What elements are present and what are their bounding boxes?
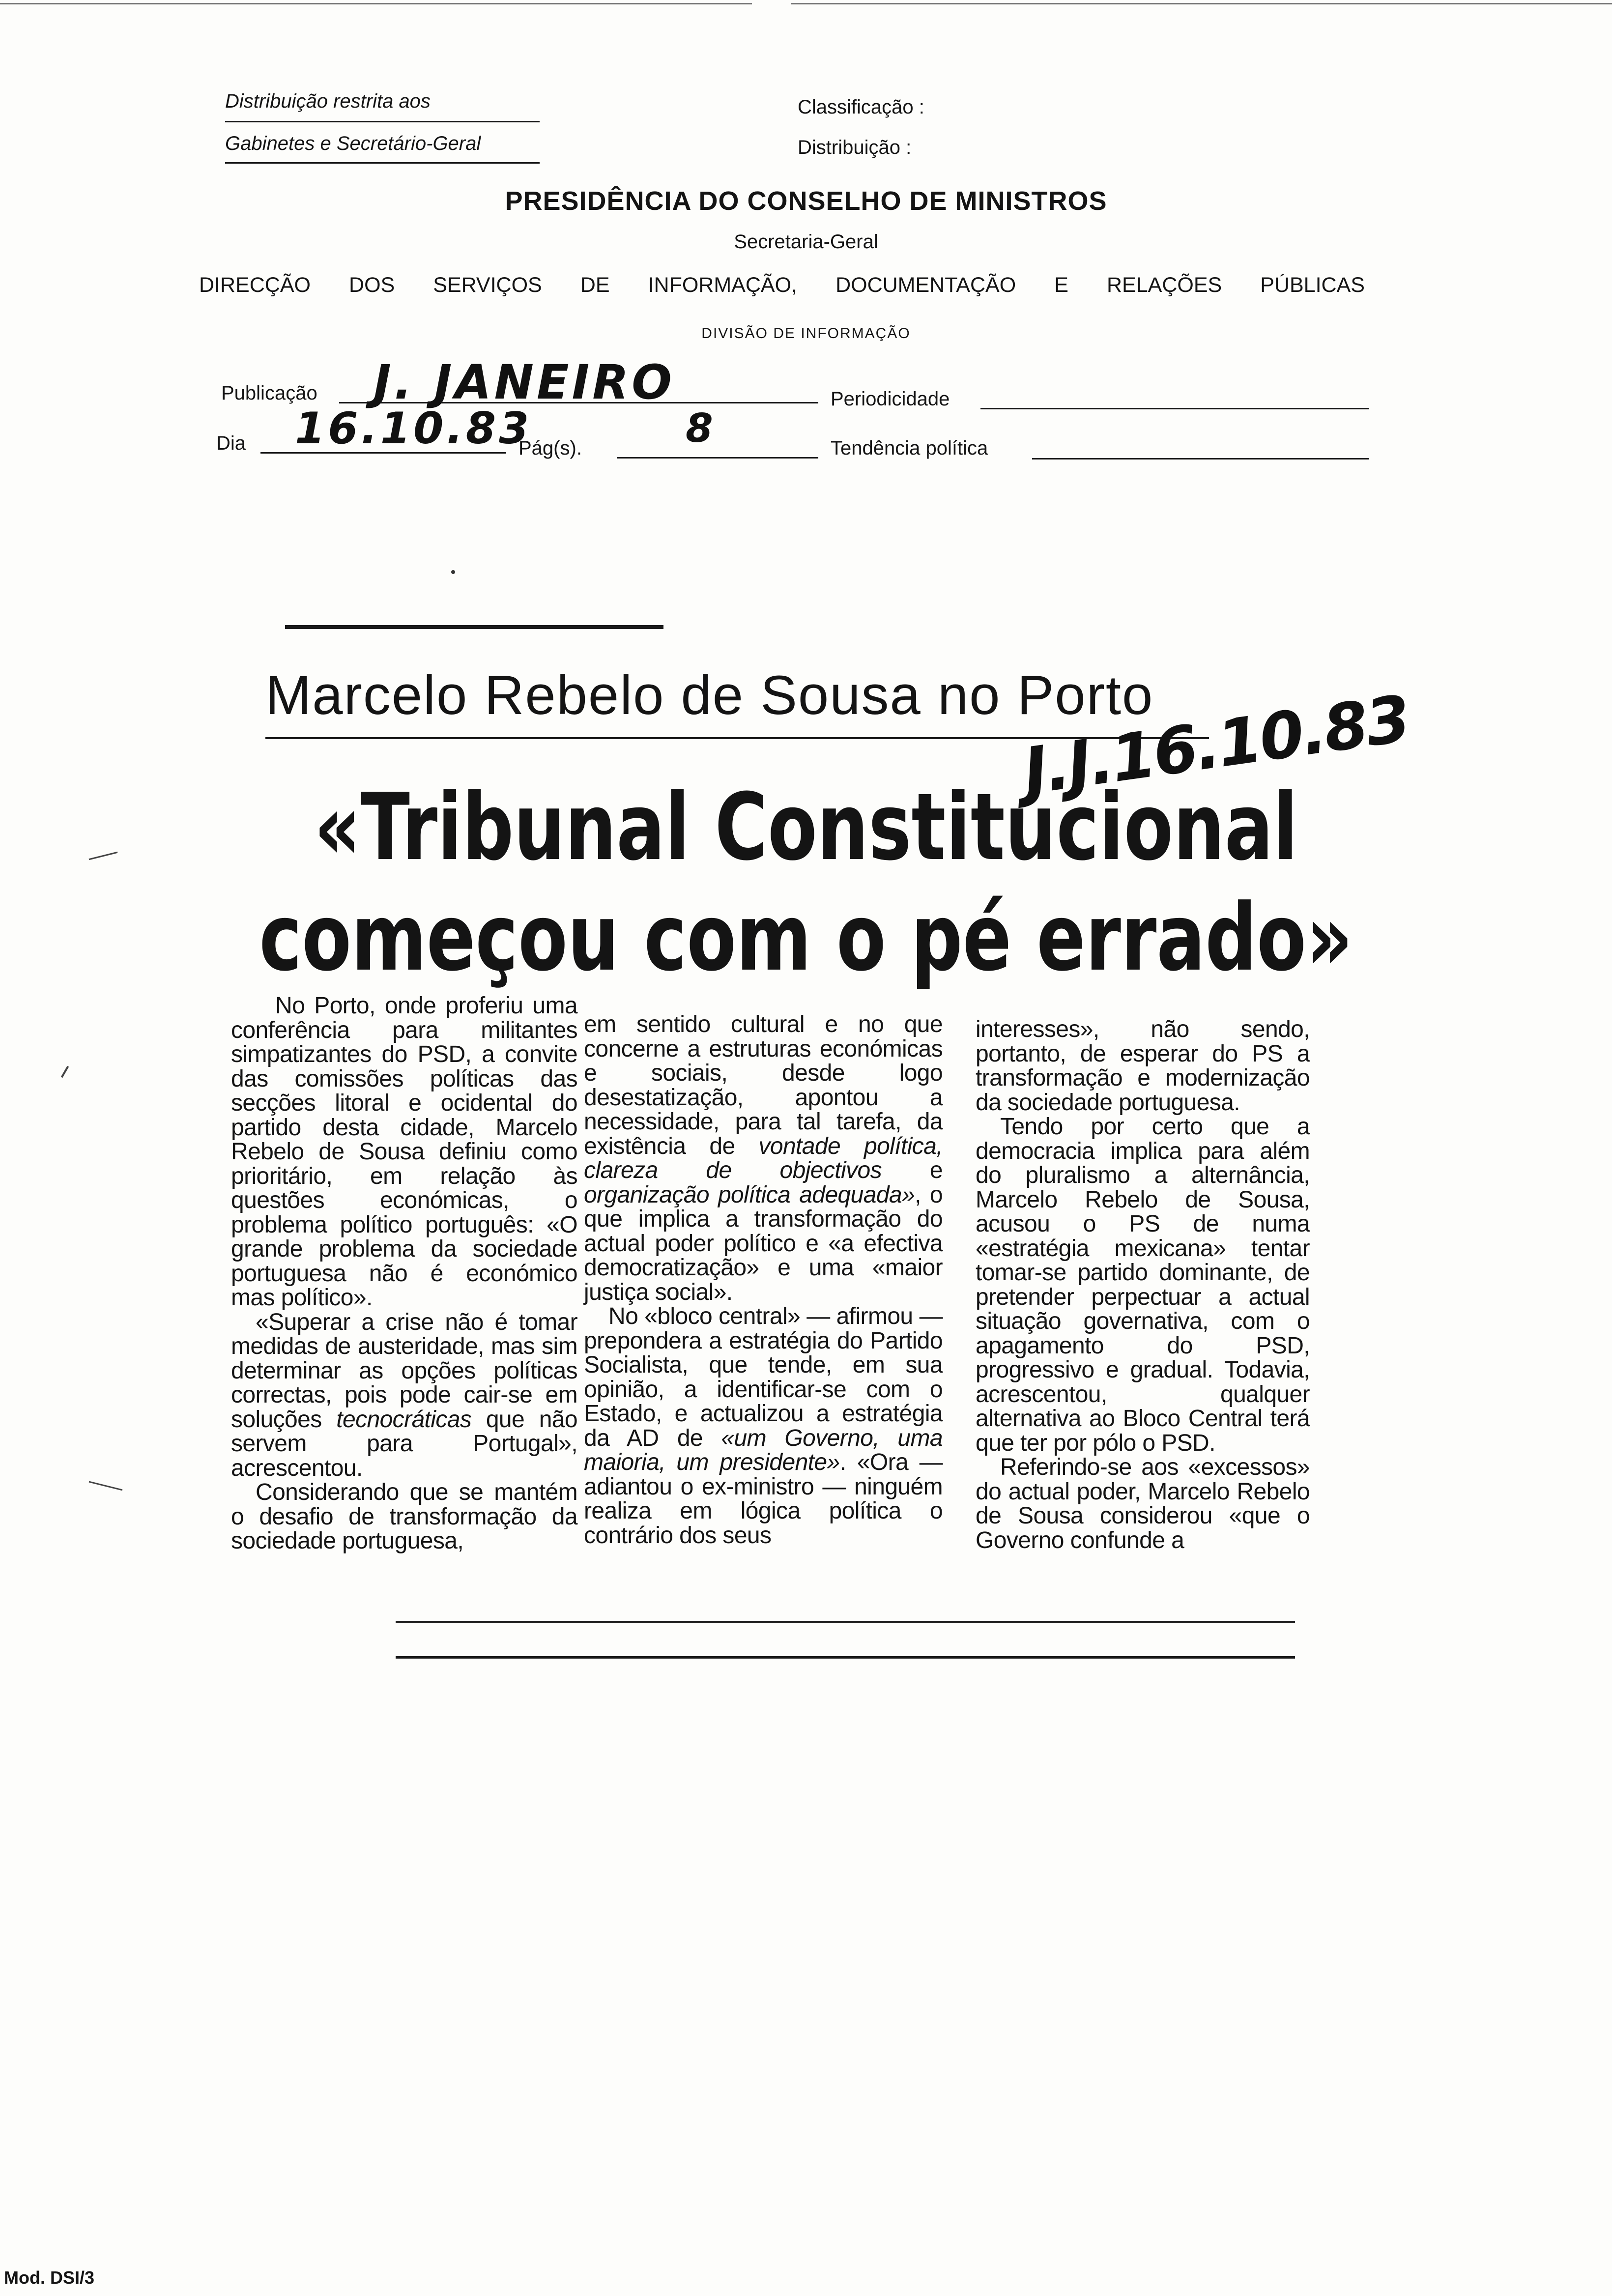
day-handwritten: 16.10.83 — [295, 403, 532, 454]
paragraph: Referindo-se aos «excessos» do actual poder, Marcelo Rebelo de Sousa considerou «que o Governo confunde a — [976, 1454, 1310, 1553]
publication-handwritten: J. JANEIRO — [374, 355, 675, 410]
clipping-top-rule — [285, 625, 663, 629]
headline-line-1: «Tribunal Constitucional — [314, 774, 1298, 881]
article-column-3 — [976, 1017, 1310, 1552]
paragraph: «Superar a crise não é tomar medidas de austeridade, mas sim determinar as opções políticas correctas, pois pode cair-se em soluções tecnocráticas que não servem para Portugal», acrescentou. — [231, 1309, 578, 1481]
division-label: DIVISÃO DE INFORMAÇÃO — [701, 325, 911, 342]
directorate-line — [199, 273, 1365, 297]
tendency-label: Tendência política — [831, 437, 988, 459]
clipping-bottom-rule-2 — [396, 1656, 1295, 1659]
directorate-word: DE — [580, 273, 610, 297]
margin-mark — [89, 852, 118, 860]
clipping-bottom-rule — [396, 1621, 1295, 1623]
pages-label: Pág(s). — [518, 437, 582, 459]
clipping-date-handwritten: J.J.16.10.83 — [1019, 681, 1413, 809]
headline-line-2: começou com o pé errado» — [259, 884, 1353, 992]
top-rule-right — [791, 3, 1612, 4]
publication-label: Publicação — [221, 382, 317, 404]
paragraph: Considerando que se mantém o desafio de transformação da sociedade portuguesa, — [231, 1479, 577, 1554]
article-column-1 — [231, 994, 577, 1553]
paragraph: No «bloco central» — afirmou — prepondera a estratégia do Partido Socialista, que tende, em sua opinião, a identificar-se com o Estado, e actualizou a estratégia da AD de «um Governo, uma maioria, um presidente». «Ora — adiantou o ex-ministro — ninguém realiza em lógica política o contrário dos seus — [584, 1303, 943, 1549]
periodicity-label: Periodicidade — [831, 388, 950, 410]
distribution-line-2: Gabinetes e Secretário-Geral — [225, 133, 481, 154]
institution-title: PRESIDÊNCIA DO CONSELHO DE MINISTROS — [505, 186, 1107, 216]
article-column-2 — [584, 1012, 943, 1548]
pages-handwritten: 8 — [686, 405, 716, 451]
form-code: Mod. DSI/3 — [4, 2267, 95, 2288]
distribution-underline-1 — [225, 121, 540, 122]
directorate-word: E — [1054, 273, 1068, 297]
distribution-label: Distribuição : — [798, 137, 912, 158]
directorate-word: RELAÇÕES — [1106, 273, 1222, 297]
margin-mark — [61, 1066, 69, 1078]
distribution-line-1: Distribuição restrita aos — [225, 90, 431, 112]
tendency-line — [1032, 458, 1369, 459]
paragraph: em sentido cultural e no que concerne a estruturas económicas e sociais, desde logo desestatização, apontou a necessidade, para tal tarefa, da existência de vontade política, clareza de objectivos e organização política adequada», o que implica a transformação do actual poder político e «a efectiva democratização» e uma «maior justiça social». — [584, 1011, 943, 1305]
classification-label: Classificação : — [798, 96, 924, 118]
directorate-word: DIRECÇÃO — [199, 273, 311, 297]
directorate-word: SERVIÇOS — [433, 273, 542, 297]
paragraph: interesses», não sendo, portanto, de esperar do PS a transformação e modernização da sociedade portuguesa. — [976, 1016, 1310, 1116]
directorate-word: DOCUMENTAÇÃO — [835, 273, 1016, 297]
day-label: Dia — [216, 432, 246, 454]
directorate-word: INFORMAÇÃO, — [648, 273, 797, 297]
directorate-word: PÚBLICAS — [1260, 273, 1365, 297]
distribution-underline-2 — [225, 162, 540, 164]
stray-dot — [451, 570, 455, 574]
institution-subtitle: Secretaria-Geral — [734, 231, 878, 253]
top-rule-left — [0, 3, 752, 4]
directorate-word: DOS — [349, 273, 395, 297]
pages-line — [617, 457, 818, 459]
periodicity-line — [980, 408, 1369, 409]
paragraph: No Porto, onde proferiu uma conferência para militantes simpatizantes do PSD, a convite das comissões políticas das secções litoral e ocidental do partido desta cidade, Marcelo Rebelo de Sousa definiu como prioritário, em relação às questões económicas, o problema político português: «O grande problema da sociedade portuguesa não é económico mas político». — [231, 993, 577, 1311]
article-kicker: Marcelo Rebelo de Sousa no Porto — [265, 664, 1154, 726]
paragraph: Tendo por certo que a democracia implica para além do pluralismo a alternância, Marcelo Rebelo de Sousa, acusou o PS de numa «estratégia mexicana» tentar tomar-se partido dominante, de pretender perpectuar a actual situação governativa, com o apagamento do PSD, progressivo e gradual. Todavia, acrescentou, qualquer alternativa ao Bloco Central terá que ter por pólo o PSD. — [976, 1114, 1310, 1456]
margin-mark — [89, 1481, 123, 1491]
